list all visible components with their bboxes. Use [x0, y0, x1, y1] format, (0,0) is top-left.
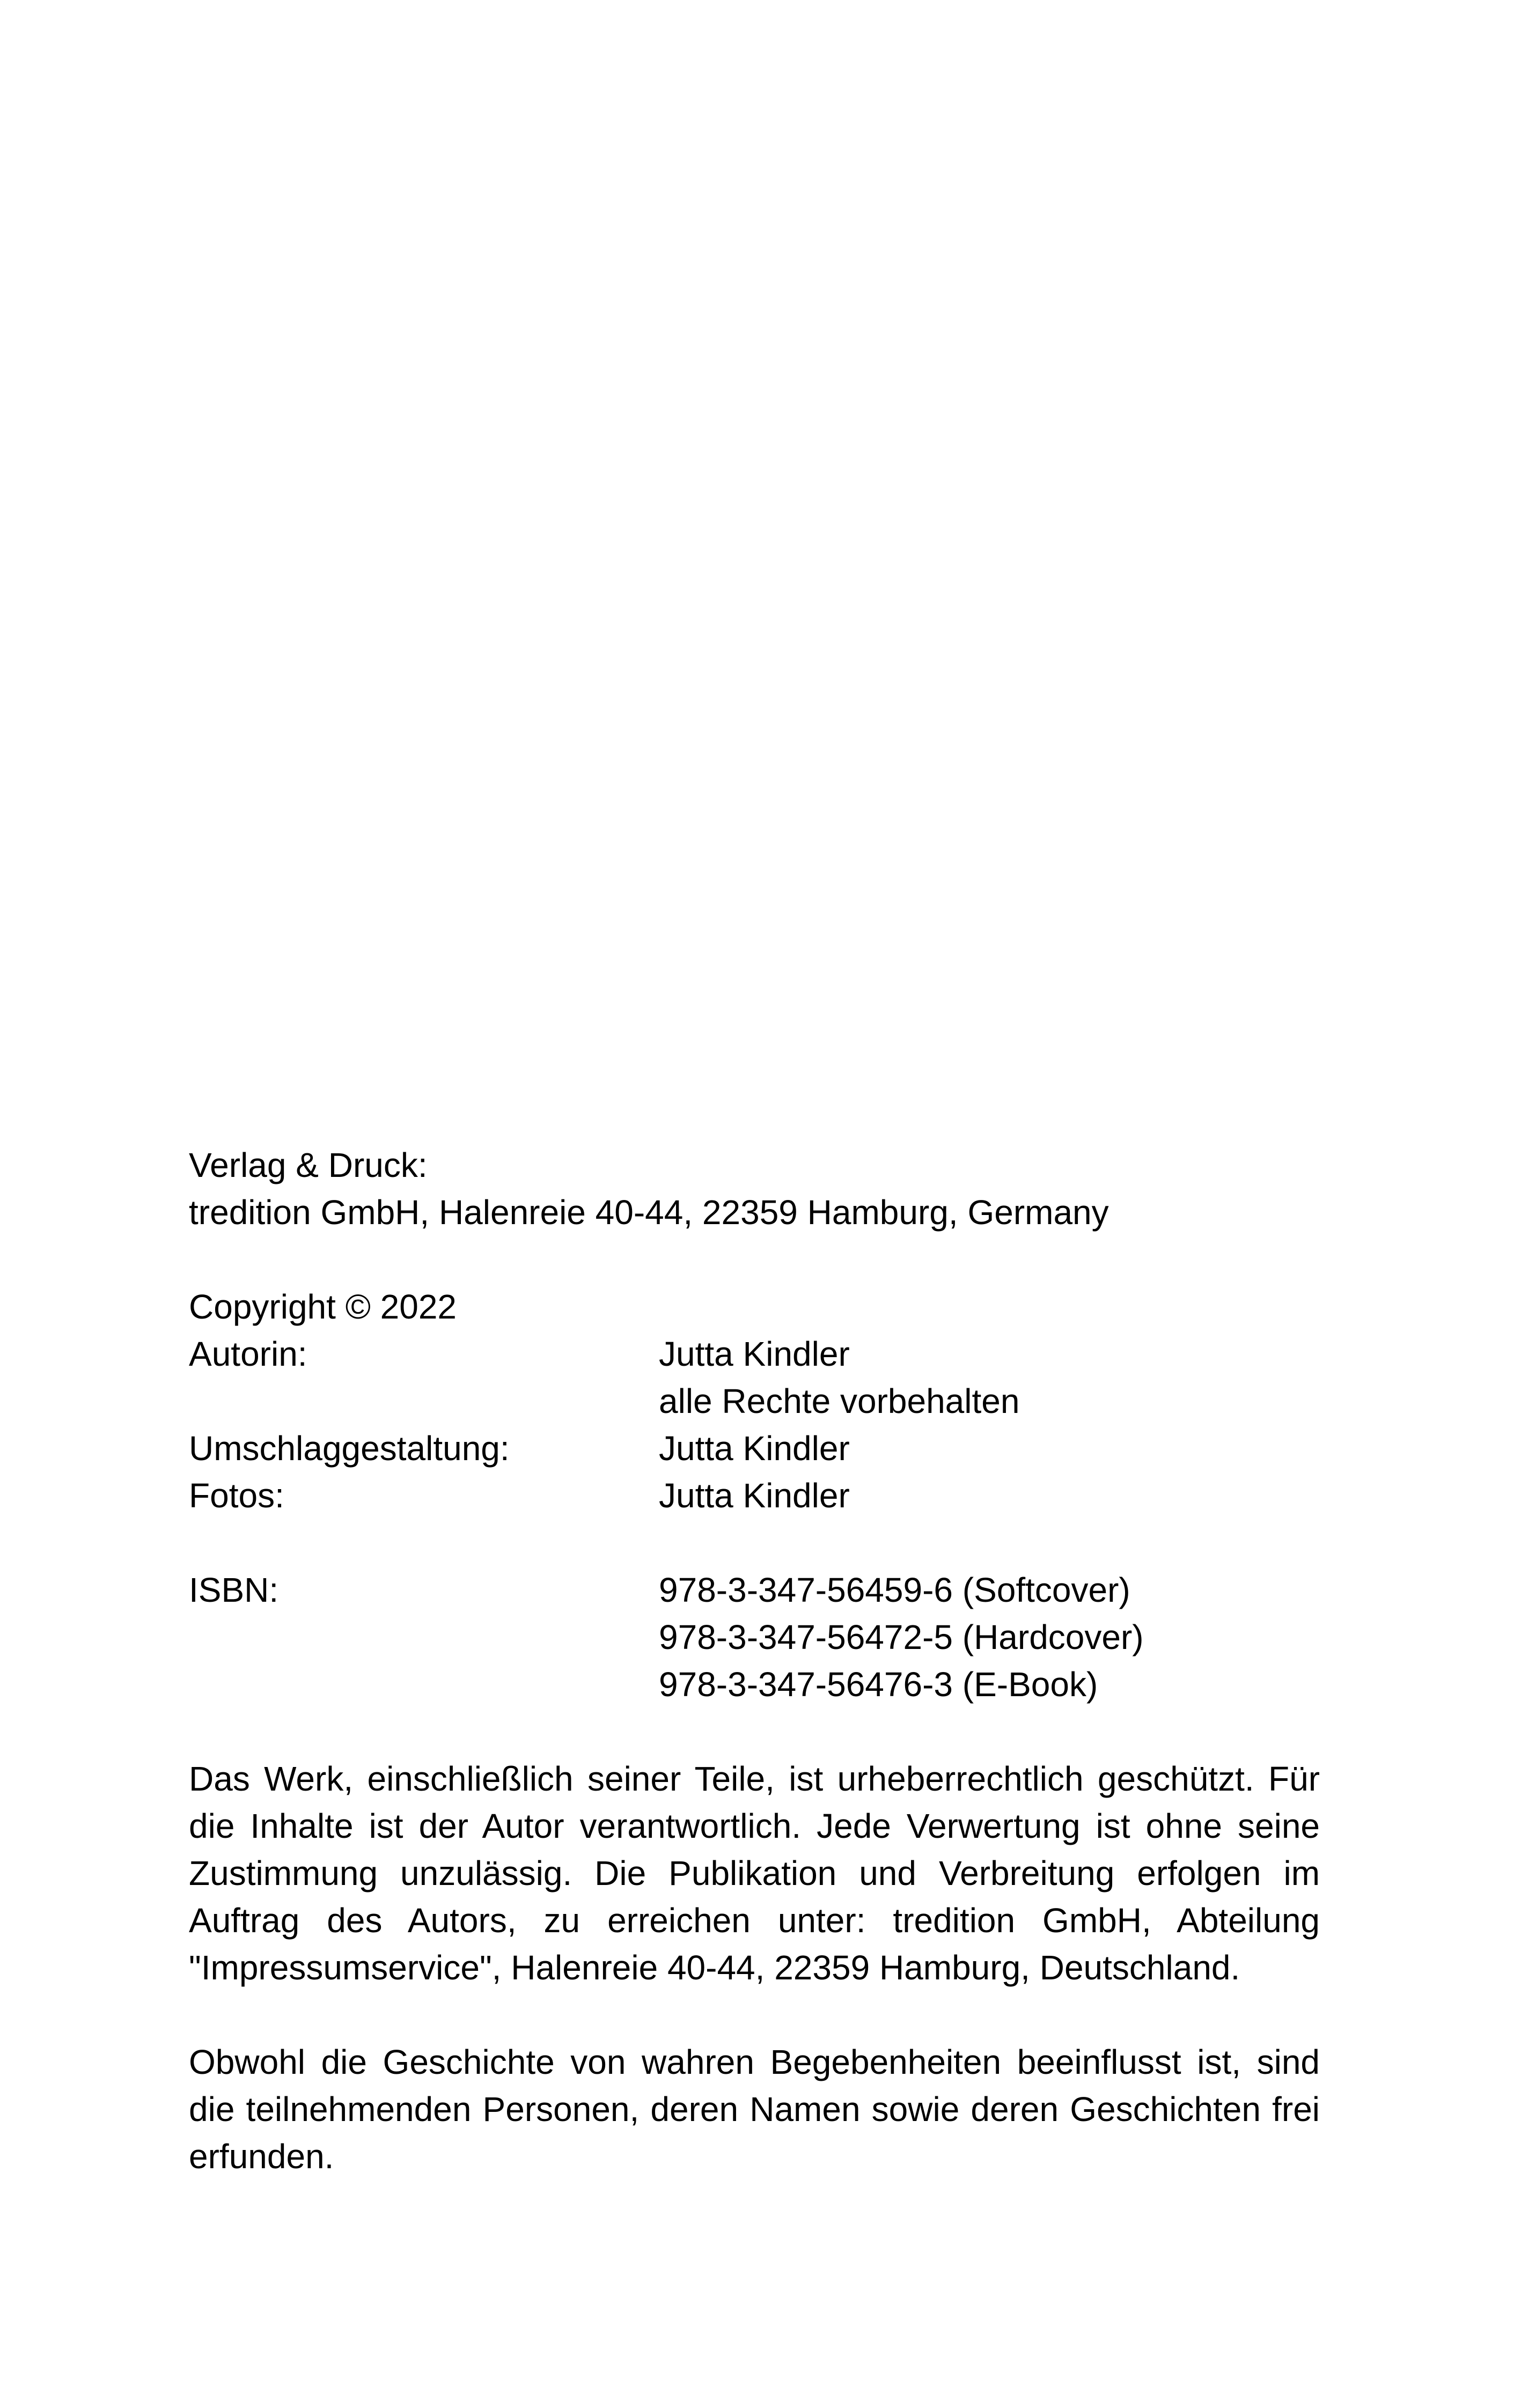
spacer	[189, 1236, 1320, 1283]
isbn-row-hardcover	[189, 1614, 1320, 1661]
isbn-label	[189, 1661, 659, 1708]
credit-value: Jutta Kindler	[659, 1335, 850, 1373]
copyright-line: Copyright © 2022	[189, 1287, 457, 1326]
credit-value: Jutta Kindler	[659, 1429, 850, 1468]
spacer	[189, 1991, 1320, 2038]
credit-label: Fotos:	[189, 1476, 284, 1515]
isbn-label: ISBN:	[189, 1571, 279, 1609]
credit-row-photos	[189, 1472, 1320, 1519]
isbn-value: 978-3-347-56476-3 (E-Book)	[659, 1665, 1098, 1704]
publisher-heading: Verlag & Druck:	[189, 1146, 428, 1184]
credit-value: Jutta Kindler	[659, 1476, 850, 1515]
spacer	[189, 1708, 1320, 1755]
credit-row-rights	[189, 1378, 1320, 1425]
isbn-label	[189, 1614, 659, 1661]
credit-label	[189, 1378, 659, 1425]
disclaimer-paragraph: Obwohl die Geschichte von wahren Begebenheiten beeinflusst ist, sind die teilnehmenden Personen, deren Namen sowie deren Geschichten frei erfunden.	[189, 2043, 1320, 2176]
imprint-block	[189, 1142, 1320, 2180]
isbn-value: 978-3-347-56472-5 (Hardcover)	[659, 1618, 1144, 1656]
isbn-value: 978-3-347-56459-6 (Softcover)	[659, 1571, 1130, 1609]
legal-notice-paragraph: Das Werk, einschließlich seiner Teile, ist urheberrechtlich geschützt. Für die Inhalte ist der Autor verantwortlich. Jede Verwertung ist ohne seine Zustimmung unzulässig. Die Publikation und Verbreitung erfolgen im Auftrag des Autors, zu erreichen unter: tredition GmbH, Abteilung "Impressumservice", Halenreie 40-44, 22359 Hamburg, Deutschland.	[189, 1759, 1320, 1987]
credit-label: Umschlaggestaltung:	[189, 1429, 510, 1468]
isbn-row-softcover	[189, 1566, 1320, 1614]
publisher-address: tredition GmbH, Halenreie 40-44, 22359 Hamburg, Germany	[189, 1193, 1109, 1232]
credit-value: alle Rechte vorbehalten	[659, 1382, 1020, 1420]
credit-row-author	[189, 1330, 1320, 1378]
credit-row-cover-design	[189, 1425, 1320, 1472]
spacer	[189, 1519, 1320, 1566]
credit-label: Autorin:	[189, 1335, 307, 1373]
isbn-row-ebook	[189, 1661, 1320, 1708]
